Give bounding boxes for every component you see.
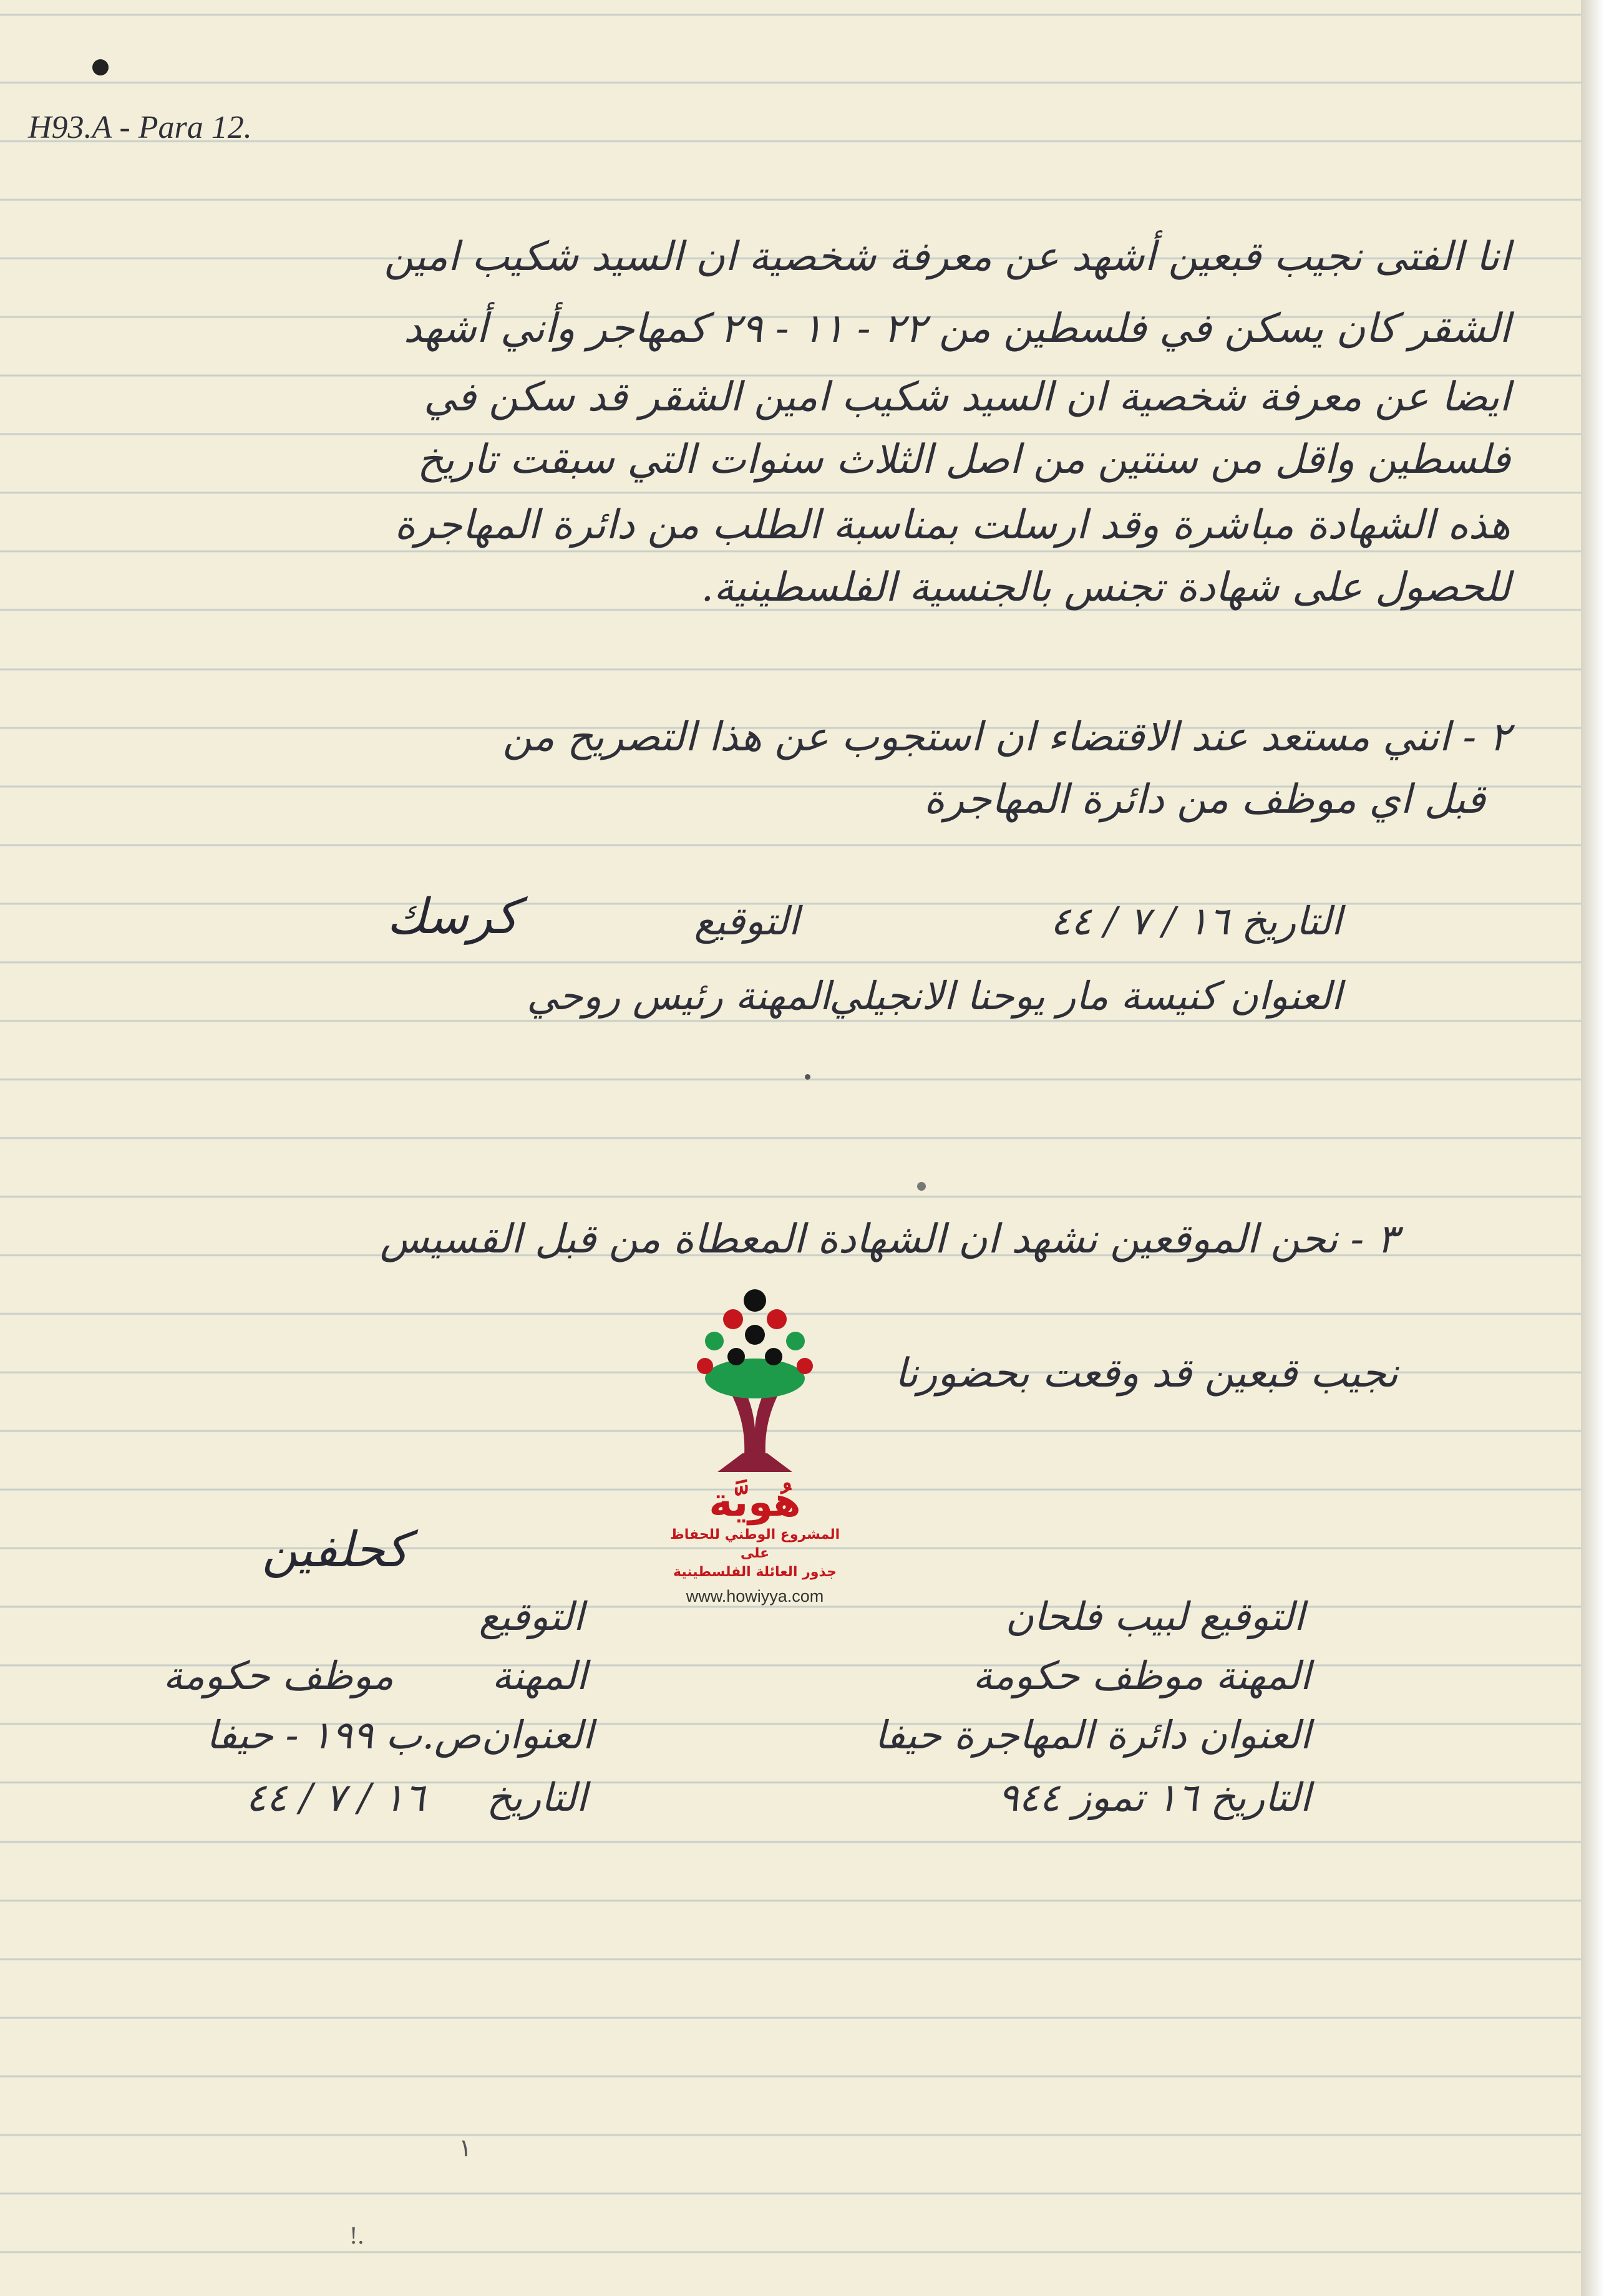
- reference-number: H93.A - Para 12.: [28, 110, 252, 145]
- paragraph-two-line: ٢ - انني مستعد عند الاقتضاء ان استجوب عن هذا التصريح من: [502, 714, 1510, 760]
- witness-heading: ٣ - نحن الموقعين نشهد ان الشهادة المعطاة من قبل القسيس: [379, 1216, 1398, 1262]
- watermark-line-2: جذور العائلة الفلسطينية: [673, 1564, 837, 1580]
- declaration-profession: المهنة رئيس روحي: [527, 973, 830, 1019]
- scan-edge-shadow: [1581, 0, 1604, 2296]
- declaration-address: العنوان كنيسة مار يوحنا الانجيلي: [829, 973, 1342, 1019]
- witness-left-date-value: ١٦ / ٧ / ٤٤: [245, 1775, 425, 1820]
- declaration-signature-label: التوقيع: [694, 898, 799, 944]
- paragraph-one-line: فلسطين واقل من سنتين من اصل الثلاث سنوات التي سبقت تاريخ: [417, 437, 1510, 483]
- witness-left-date-label: التاريخ: [487, 1775, 587, 1820]
- margin-mark: ١: [459, 2134, 472, 2162]
- margin-mark: !.: [349, 2221, 364, 2249]
- howiyya-watermark: [655, 1285, 855, 1634]
- paragraph-one-line: هذه الشهادة مباشرة وقد ارسلت بمناسبة الطلب من دائرة المهاجرة: [394, 502, 1510, 548]
- witness-left-profession-value: موظف حكومة: [163, 1653, 394, 1698]
- witness-right-date: التاريخ ١٦ تموز ٩٤٤: [998, 1775, 1311, 1820]
- punch-dot: [92, 59, 109, 75]
- tree-family-logo-icon: [680, 1285, 830, 1472]
- witness-left-signature-label: التوقيع: [479, 1594, 584, 1639]
- witness-left-address-value: ص.ب ١٩٩ - حيفا: [206, 1712, 481, 1758]
- watermark-line-1: المشروع الوطني للحفاظ على: [669, 1527, 840, 1561]
- witness-body: نجيب قبعين قد وقعت بحضورنا: [895, 1350, 1398, 1397]
- declaration-signature: كرسك: [387, 889, 519, 944]
- paragraph-one-line: انا الفتى نجيب قبعين أشهد عن معرفة شخصية ان السيد شكيب امين: [384, 234, 1510, 280]
- paragraph-one-line: الشقر كان يسكن في فلسطين من ٢٢ - ١١ - ٢٩ كمهاجر وأني أشهد: [404, 306, 1510, 352]
- paragraph-two-line: قبل اي موظف من دائرة المهاجرة: [923, 777, 1485, 823]
- ink-dot: [805, 1074, 810, 1080]
- paragraph-one-line: للحصول على شهادة تجنس بالجنسية الفلسطينية.: [701, 564, 1510, 611]
- ink-dot: [917, 1182, 926, 1191]
- witness-left-address-label: العنوان: [481, 1712, 593, 1758]
- watermark-url: www.howiyya.com: [686, 1587, 824, 1606]
- witness-left-profession-label: المهنة: [492, 1653, 587, 1698]
- paragraph-one-line: ايضا عن معرفة شخصية ان السيد شكيب امين الشقر قد سكن في: [424, 374, 1510, 420]
- watermark-title: هُويَّة: [709, 1480, 801, 1526]
- witness-right-address: العنوان دائرة المهاجرة حيفا: [874, 1712, 1311, 1758]
- witness-right-profession: المهنة موظف حكومة: [973, 1653, 1311, 1698]
- declaration-date: التاريخ ١٦ / ٧ / ٤٤: [1050, 898, 1342, 944]
- witness-left-signature: كحلفين: [262, 1523, 409, 1577]
- witness-right-signature: التوقيع لبيب فلحان: [1005, 1594, 1305, 1639]
